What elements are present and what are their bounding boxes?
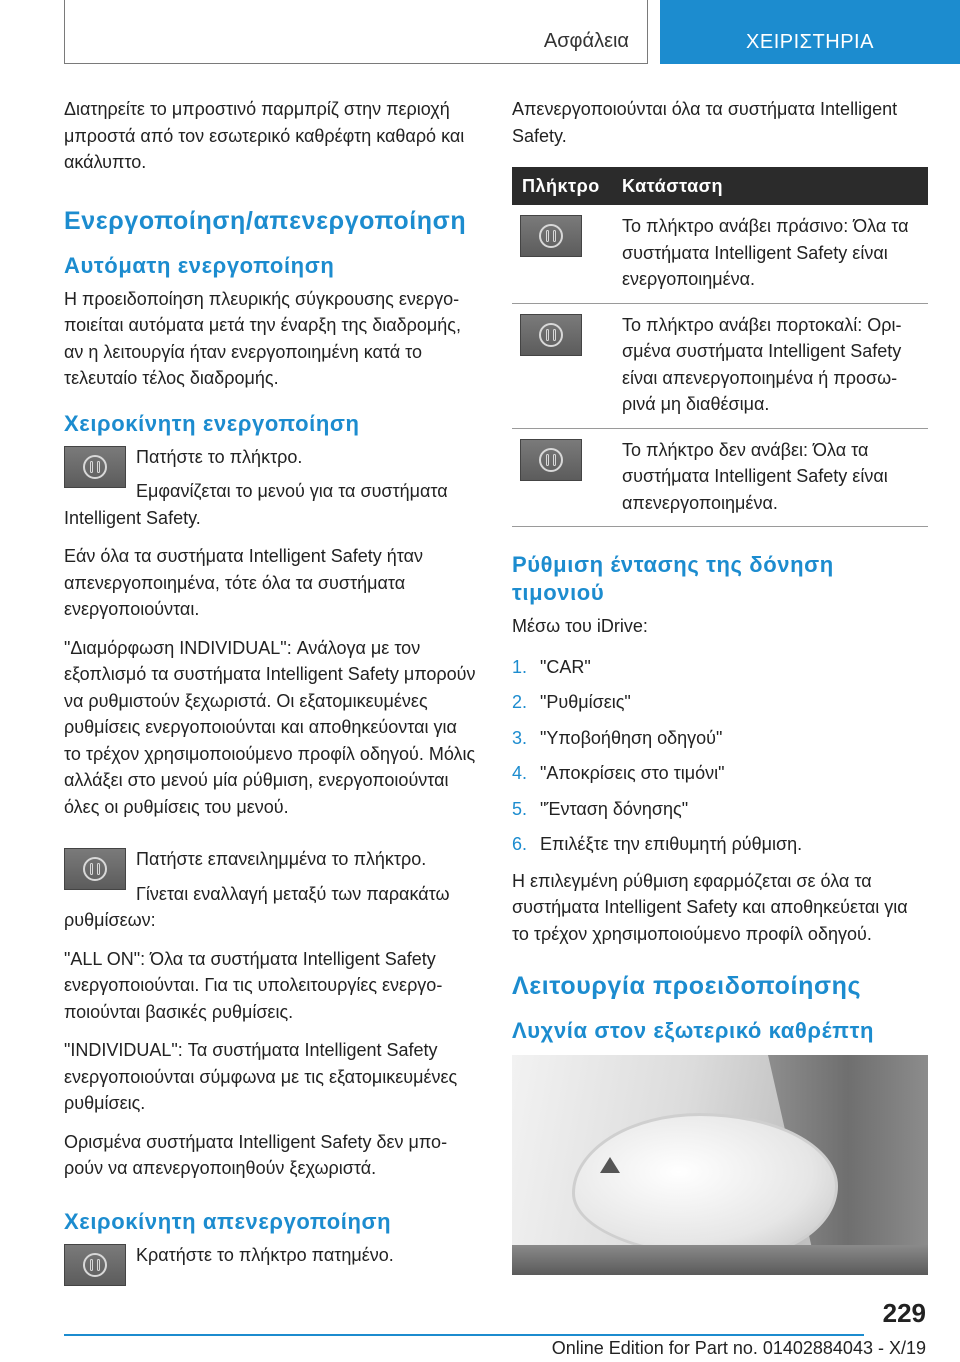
repeat-press-step xyxy=(64,846,476,934)
edition-text: Online Edition for Part no. 01402884043 - X/19 xyxy=(551,1338,926,1358)
door-trim-shape xyxy=(512,1245,928,1275)
applied-text: Η επιλεγμένη ρύθμιση εφαρμόζεται σε όλα τα συστήματα Intelligent Safety και αποθηκεύεται για το τρέχον χρησιμοποιούμενο προφίλ οδηγού. xyxy=(512,870,908,944)
section-title: Ασφάλεια xyxy=(543,30,629,52)
list-item: 1. "CAR" xyxy=(512,656,591,677)
hold-key-text: Κρατήστε το πλήκτρο πατημένο. xyxy=(136,1244,394,1265)
button-green-image xyxy=(520,215,582,257)
individual-text: "INDIVIDUAL": Τα συστήματα Intelligent Safety ενεργοποιούνται σύμφωνα με τις εξατομικευμένες ρυθμίσεις. xyxy=(64,1040,458,1113)
heading-manual-activation: Χειροκίνητη ενεργοποίηση xyxy=(64,410,360,436)
intelligent-safety-icon xyxy=(83,1253,107,1277)
auto-activation-text: Η προειδοποίηση πλευρικής σύγκρουσης ενεργοποιείται αυτόματα μετά την έναρξη της διαδρομής, αν η λειτουργία ήταν ενεργοποιημένη κατά το τελευταίο τέλος διαδρομής. xyxy=(64,288,461,388)
menu-shown-text: Εμφανίζεται το μενού για τα συστήματα Intelligent Safety. xyxy=(64,481,448,528)
heading-activation: Ενεργοποίηση/απενεργοποίηση xyxy=(64,206,467,235)
chapter-title: ΧΕΙΡΙΣΤΗΡΙΑ xyxy=(746,31,874,53)
table-row xyxy=(512,205,928,303)
heading-manual-deactivation: Χειροκίνητη απενεργοποίηση xyxy=(64,1208,392,1234)
some-systems-text: Ορισμένα συστήματα Intelligent Safety δεν μπορούν να απενεργοποιηθούν ξεχωριστά. xyxy=(64,1131,448,1178)
table-row xyxy=(512,428,928,527)
chapter-tab xyxy=(660,0,960,64)
col-header-status: Κατάσταση xyxy=(612,167,928,205)
all-on-text: "ALL ON": Όλα τα συστήματα Intelligent Safety ενεργοποιούνται. Για τις υπολειτουργίες ενεργοποιούνται βασικές ρυθμίσεις. xyxy=(64,948,443,1022)
left-column xyxy=(64,96,476,1290)
manual-deactivation-step xyxy=(64,1242,476,1286)
key-status-table xyxy=(512,167,928,527)
heading-vibration: Ρύθμιση έντασης της δόνηση τιμονιού xyxy=(512,552,834,605)
page-number: 229 xyxy=(882,1298,926,1328)
individual-config-text: "Διαμόρφωση INDIVIDUAL": Ανάλογα με τον εξοπλισμό τα συστήματα Intelligent Safety μπορούν να ρυθμιστούν ξεχωριστά. Οι εξατομικευμένες ρυθμίσεις ενεργοποιούνται και αποθηκεύονται για το τρέχον χρησιμοποιούμενο προφίλ οδηγού. Μόλις αλλάξει στο μενού μία ρύθμιση, ενεργοποιούνται όλες οι ρυθμίσεις του μενού. xyxy=(64,637,476,817)
status-cell: Το πλήκτρο ανάβει πράσινο: Όλα τα συστήματα Intelligent Safety είναι ενεργοποιημένα. xyxy=(612,205,928,303)
list-item: 2. "Ρυθμίσεις" xyxy=(512,692,631,712)
col-header-key: Πλήκτρο xyxy=(512,167,612,205)
intelligent-safety-icon xyxy=(539,224,563,248)
exterior-mirror-shape xyxy=(572,1113,838,1259)
button-off-image xyxy=(520,439,582,481)
heading-auto-activation: Αυτόματη ενεργοποίηση xyxy=(64,252,335,278)
intelligent-safety-button-image xyxy=(64,848,126,890)
mirror-lamp-photo xyxy=(512,1055,928,1275)
status-cell: Το πλήκτρο δεν ανάβει: Όλα τα συστήματα Intelligent Safety είναι απενεργοποιημένα. xyxy=(612,428,928,527)
button-orange-image xyxy=(520,314,582,356)
intro-paragraph: Διατηρείτε το μπροστινό παρμπρίζ στην περιοχή μπροστά από τον εσωτερικό καθρέφτη καθαρό και ακάλυπτο. xyxy=(64,99,465,172)
manual-activation-step xyxy=(64,444,476,532)
all-off-text: Εάν όλα τα συστήματα Intelligent Safety ήταν απενεργοποιημένα, τότε όλα τα συστήματα ενεργοποιούνται. xyxy=(64,546,424,619)
intelligent-safety-icon xyxy=(83,455,107,479)
intelligent-safety-icon xyxy=(83,857,107,881)
section-tab xyxy=(64,0,648,64)
list-item: 5. "Ένταση δόνησης" xyxy=(512,798,689,819)
toggle-text: Γίνεται εναλλαγή μεταξύ των παρακάτω ρυθμίσεων: xyxy=(64,883,450,930)
warning-triangle-icon xyxy=(600,1157,620,1173)
steps-list xyxy=(512,654,928,858)
footer-rule xyxy=(64,1334,864,1336)
list-item: 6. Επιλέξτε την επιθυμητή ρύθμιση. xyxy=(512,834,803,854)
press-repeat-text: Πατήστε επανειλημμένα το πλήκτρο. xyxy=(136,849,427,869)
heading-mirror-lamp: Λυχνία στον εξωτερικό καθρέπτη xyxy=(512,1018,875,1043)
intelligent-safety-icon xyxy=(539,448,563,472)
press-key-text: Πατήστε το πλήκτρο. xyxy=(136,446,303,467)
intelligent-safety-icon xyxy=(539,323,563,347)
heading-warning-function: Λειτουργία προειδοποίησης xyxy=(512,972,862,1000)
right-column xyxy=(512,96,928,1275)
intelligent-safety-button-image xyxy=(64,446,126,488)
list-item: 4. "Αποκρίσεις στο τιμόνι" xyxy=(512,763,725,783)
status-cell: Το πλήκτρο ανάβει πορτοκαλί: Ορισμένα συστήματα Intelligent Safety είναι απενεργοποιημένα ή προσωρινά μη διαθέσιμα. xyxy=(612,303,928,428)
intelligent-safety-button-image xyxy=(64,1244,126,1286)
via-idrive-text: Μέσω του iDrive: xyxy=(512,616,648,636)
deactivated-text: Απενεργοποιούνται όλα τα συστήματα Intelligent Safety. xyxy=(512,99,898,146)
list-item: 3. "Υποβοήθηση οδηγού" xyxy=(512,727,723,748)
table-row xyxy=(512,303,928,428)
